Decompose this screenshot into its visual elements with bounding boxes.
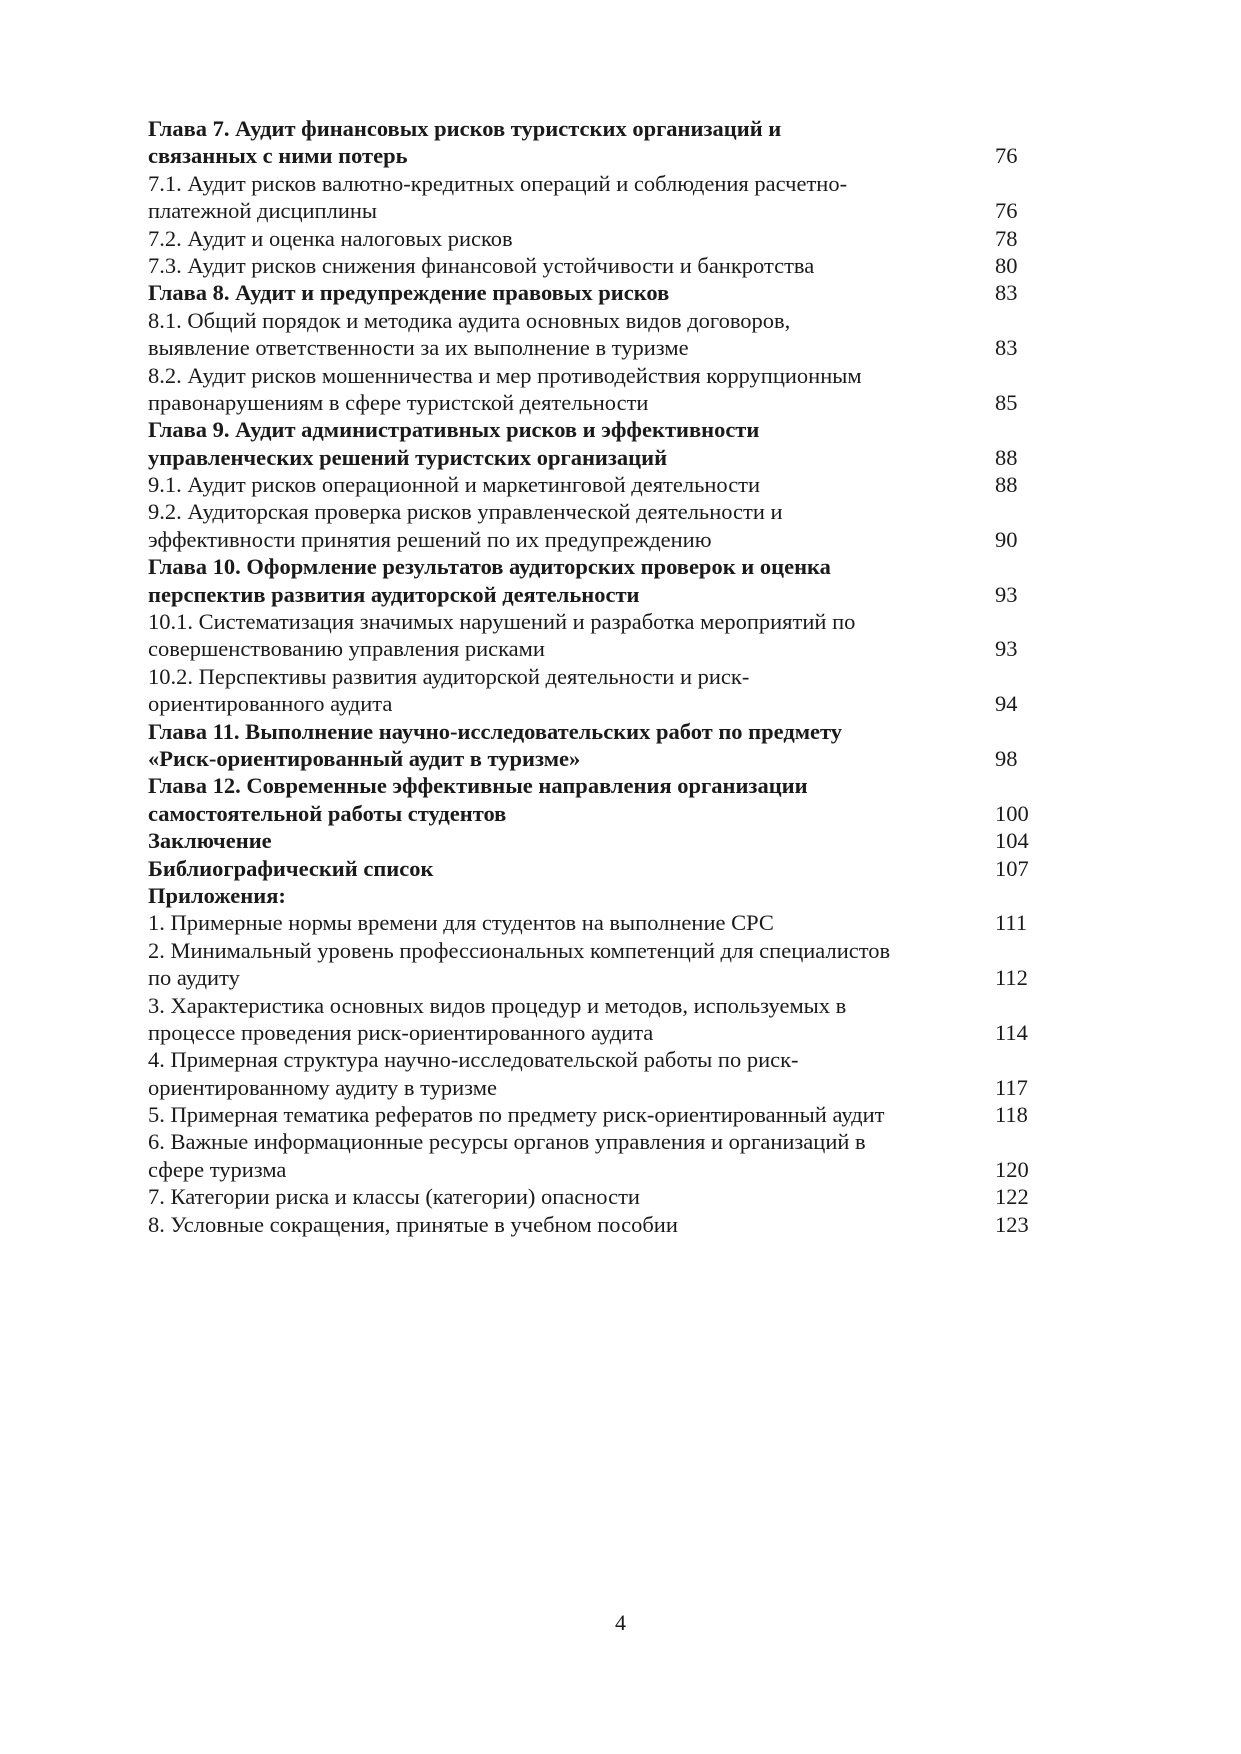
toc-entry-page-number: 112 [995,965,1028,991]
toc-entry-title-line: сфере туризма [148,1156,287,1182]
toc-entry-title-line: правонарушениям в сфере туристской деятельности [148,389,649,415]
toc-entry-page-number: 123 [995,1211,1029,1237]
toc-entry-title-line: по аудиту [148,965,240,991]
toc-chapter-entry [148,718,1043,773]
toc-entry-title-line: 3. Характеристика основных видов процедур и методов, используемых в [148,992,847,1018]
toc-entry-page-number: 107 [995,855,1029,881]
toc-section-entry [148,471,1043,498]
toc-entry-title-line: 7. Категории риска и классы (категории) опасности [148,1184,640,1210]
toc-entry-title-line: Глава 12. Современные эффективные направления организации [148,773,808,799]
toc-chapter-entry [148,827,1043,854]
toc-entry-title-line: Глава 10. Оформление результатов аудиторских проверок и оценка [148,554,831,580]
toc-entry-title-line: эффективности принятия решений по их предупреждению [148,526,712,552]
toc-section-entry [148,498,1043,553]
toc-chapter-entry [148,115,1043,170]
toc-entry-title-line: Глава 8. Аудит и предупреждение правовых рисков [148,280,670,306]
toc-section-entry [148,608,1043,663]
toc-entry-page-number: 114 [995,1019,1028,1045]
toc-chapter-entry [148,416,1043,471]
toc-entry-page-number: 76 [995,143,1018,169]
toc-entry-title-line: ориентированному аудиту в туризме [148,1074,497,1100]
toc-entry-page-number: 78 [995,225,1018,251]
toc-entry-page-number: 76 [995,198,1018,224]
toc-entry-title-line: 10.2. Перспективы развития аудиторской деятельности и риск- [148,663,750,689]
toc-entry-title-line: 7.3. Аудит рисков снижения финансовой устойчивости и банкротства [148,252,815,278]
toc-section-entry [148,992,1043,1047]
toc-entry-title-line: 6. Важные информационные ресурсы органов управления и организаций в [148,1129,866,1155]
toc-entry-title-line: 4. Примерная структура научно-исследовательской работы по риск- [148,1047,799,1073]
toc-entry-page-number: 111 [995,910,1028,936]
toc-entry-title-line: ориентированного аудита [148,691,393,717]
toc-chapter-entry [148,855,1043,882]
toc-section-entry [148,937,1043,992]
toc-entry-page-number: 100 [995,800,1029,826]
toc-entry-page-number: 88 [995,472,1018,498]
toc-entry-title-line: 1. Примерные нормы времени для студентов на выполнение СРС [148,910,774,936]
toc-entry-title-line: «Риск-ориентированный аудит в туризме» [148,745,581,771]
toc-entry-page-number: 80 [995,252,1018,278]
toc-entry-title-line: Заключение [148,828,272,854]
toc-section-entry [148,307,1043,362]
toc-entry-title-line: Глава 7. Аудит финансовых рисков туристских организаций и [148,116,782,141]
toc-section-entry [148,225,1043,252]
toc-entry-title-line: Приложения: [148,882,286,908]
toc-entry-title-line: 9.1. Аудит рисков операционной и маркетинговой деятельности [148,472,761,498]
toc-entry-title-line: 7.1. Аудит рисков валютно-кредитных операций и соблюдения расчетно- [148,170,848,196]
toc-section-entry [148,1046,1043,1101]
toc-chapter-entry [148,772,1043,827]
table-of-contents [148,115,1043,1238]
toc-entry-title-line: 8. Условные сокращения, принятые в учебном пособии [148,1211,678,1237]
toc-entry-title-line: Глава 9. Аудит административных рисков и эффективности [148,417,760,443]
toc-section-entry [148,1183,1043,1210]
toc-entry-title-line: 8.1. Общий порядок и методика аудита основных видов договоров, [148,307,791,333]
toc-entry-title-line: связанных с ними потерь [148,143,408,169]
toc-entry-title-line: перспектив развития аудиторской деятельности [148,581,640,607]
toc-chapter-entry [148,553,1043,608]
toc-entry-title-line: 5. Примерная тематика рефератов по предмету риск-ориентированный аудит [148,1102,885,1128]
toc-entry-title-line: Глава 11. Выполнение научно-исследовательских работ по предмету [148,718,843,744]
toc-entry-title-line: управленческих решений туристских организаций [148,444,668,470]
toc-chapter-entry [148,882,1043,909]
toc-section-entry [148,1128,1043,1183]
toc-section-entry [148,1211,1043,1238]
toc-entry-page-number: 117 [995,1074,1028,1100]
toc-entry-title-line: 9.2. Аудиторская проверка рисков управленческой деятельности и [148,499,783,525]
toc-section-entry [148,252,1043,279]
toc-entry-page-number: 93 [995,636,1018,662]
toc-entry-page-number: 94 [995,691,1018,717]
toc-section-entry [148,362,1043,417]
toc-entry-title-line: 10.1. Систематизация значимых нарушений и разработка мероприятий по [148,609,856,635]
toc-section-entry [148,909,1043,936]
toc-entry-title-line: 2. Минимальный уровень профессиональных компетенций для специалистов [148,937,891,963]
toc-entry-page-number: 122 [995,1184,1029,1210]
toc-entry-title-line: 8.2. Аудит рисков мошенничества и мер противодействия коррупционным [148,362,862,388]
page-number: 4 [615,1610,626,1635]
toc-entry-page-number: 98 [995,745,1018,771]
toc-entry-page-number: 120 [995,1156,1029,1182]
toc-entry-page-number: 88 [995,444,1018,470]
toc-entry-title-line: совершенствованию управления рисками [148,636,545,662]
toc-entry-title-line: Библиографический список [148,855,434,881]
toc-section-entry [148,170,1043,225]
toc-entry-page-number: 90 [995,526,1018,552]
toc-entry-page-number: 85 [995,389,1018,415]
toc-entry-title-line: самостоятельной работы студентов [148,800,507,826]
toc-section-entry [148,663,1043,718]
toc-entry-page-number: 83 [995,280,1018,306]
toc-entry-page-number: 104 [995,828,1029,854]
toc-entry-page-number: 83 [995,335,1018,361]
toc-entry-title-line: 7.2. Аудит и оценка налоговых рисков [148,225,513,251]
toc-entry-page-number: 93 [995,581,1018,607]
toc-entry-title-line: платежной дисциплины [148,198,378,224]
toc-entry-page-number: 118 [995,1102,1028,1128]
toc-section-entry [148,1101,1043,1128]
toc-chapter-entry [148,279,1043,306]
toc-entry-title-line: выявление ответственности за их выполнение в туризме [148,335,689,361]
toc-entry-title-line: процессе проведения риск-ориентированного аудита [148,1019,654,1045]
